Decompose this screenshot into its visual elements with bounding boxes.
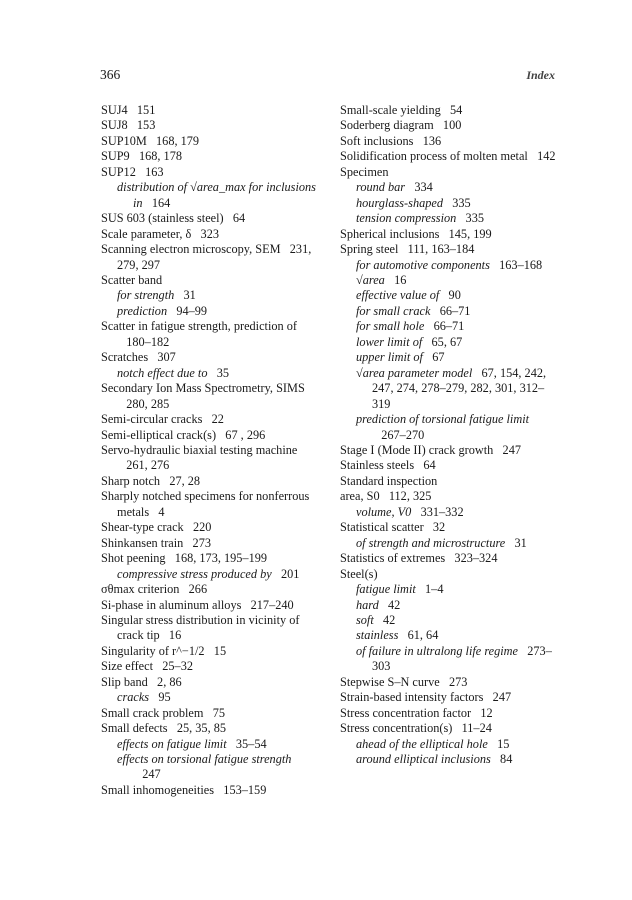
index-term: notch effect due to [117,365,208,380]
index-term: Shot peening [101,551,166,566]
index-term: Soderberg diagram [340,118,434,133]
index-pages: 90 [448,288,461,303]
index-pages: 61, 64 [407,628,439,643]
index-term: Soft inclusions [340,133,414,148]
index-entry [101,613,317,644]
index-term: prediction [117,303,168,318]
index-entry [340,149,558,164]
index-entry [101,443,317,474]
index-entry [340,134,558,149]
index-term: Strain-based intensity factors [340,690,484,705]
index-entry [101,412,317,427]
index-pages: 22 [211,412,224,427]
index-entry [340,335,558,350]
index-entry [340,489,558,504]
index-entry [101,783,317,798]
index-term: of strength and microstructure [356,535,506,550]
index-term: Small crack problem [101,705,204,720]
index-term: Steel(s) [340,566,378,581]
index-pages: 247 [502,442,521,457]
index-pages: 16 [168,628,182,643]
index-entry [101,706,317,721]
index-term: Singularity of r^−1/2 [101,643,205,658]
index-pages: 42 [383,612,396,627]
index-column-left [101,103,317,798]
index-term: Statistics of extremes [340,551,446,566]
index-pages: 273 [448,674,468,689]
index-pages: 280, 285 [126,396,170,411]
index-term: Shinkansen train [101,535,184,550]
index-pages: 35–54 [235,736,267,751]
index-entry [101,211,317,226]
index-entry [340,273,558,288]
index-pages: 163–168 [499,257,543,272]
index-term: lower limit of [356,334,423,349]
index-term: round bar [356,180,406,195]
index-term: around elliptical inclusions [356,752,491,767]
index-entry [101,319,317,350]
index-pages: 273 [192,535,211,550]
index-pages: 32 [432,520,446,535]
index-pages: 111, 163–184 [407,242,475,257]
index-entry [101,489,317,520]
index-term: for small hole [356,319,425,334]
index-term: Scanning electron microscopy, SEM [101,242,281,257]
index-entry [340,675,558,690]
index-term: for small crack [356,303,431,318]
index-pages: 334 [414,180,433,195]
index-term: Scale parameter, δ [101,226,192,241]
index-term: Spring steel [340,242,399,257]
index-pages: 323 [200,226,219,241]
index-term: Sharply notched specimens for nonferrous metals [101,489,310,519]
index-term: Stress concentration(s) [340,721,453,736]
index-term: Small inhomogeneities [101,782,215,797]
index-entry [340,350,558,365]
index-entry [340,536,558,551]
index-term: compressive stress produced by [117,566,272,581]
index-pages: 201 [280,566,300,581]
index-entry [340,304,558,319]
index-entry [101,165,317,180]
index-entry [101,180,317,211]
index-entry [101,567,317,582]
index-pages: 168, 179 [156,133,200,148]
index-entry [101,737,317,752]
index-term: volume, V0 [356,504,412,519]
index-term: effective value of [356,288,440,303]
index-pages: 64 [423,458,436,473]
index-entry [340,180,558,195]
index-entry [340,103,558,118]
index-term: σθmax criterion [101,582,180,597]
index-entry [101,675,317,690]
index-entry [101,304,317,319]
index-entry [340,551,558,566]
index-entry [340,644,558,675]
index-term: Specimen [340,164,389,179]
index-term: hard [356,597,379,612]
index-pages: 27, 28 [169,473,201,488]
index-pages: 65, 67 [431,334,463,349]
index-entry [340,288,558,303]
index-pages: 323–324 [454,551,498,566]
index-entry [101,644,317,659]
index-entry [340,366,558,412]
index-entry [340,258,558,273]
index-pages: 15 [213,643,227,658]
index-pages: 307 [157,350,176,365]
index-term: of failure in ultralong life regime [356,643,519,658]
index-entry [340,505,558,520]
index-pages: 163 [145,164,164,179]
index-entry [101,227,317,242]
index-term: for automotive components [356,257,490,272]
index-entry [340,319,558,334]
index-term: Stepwise S–N curve [340,674,440,689]
index-pages: 261, 276 [126,458,170,473]
index-entry [340,211,558,226]
index-entry [101,690,317,705]
index-term: Shear-type crack [101,520,184,535]
index-term: ahead of the elliptical hole [356,736,488,751]
index-pages: 142 [537,149,556,164]
index-term: Small defects [101,721,168,736]
index-entry [340,227,558,242]
index-term: Sharp notch [101,473,161,488]
index-pages: 16 [394,272,407,287]
index-pages: 66–71 [433,319,465,334]
index-entry [340,458,558,473]
index-term: tension compression [356,211,457,226]
index-entry [340,582,558,597]
index-term: SUP10M [101,133,147,148]
index-pages: 1–4 [425,582,444,597]
index-term: Singular stress distribution in vicinity of crack tip [101,612,300,643]
index-entry [340,165,558,180]
index-pages: 67, 154, 242, 247, 274, 278–279, 282, 301, 312–319 [372,365,547,411]
index-pages: 95 [158,690,171,705]
index-entry [340,598,558,613]
index-pages: 54 [449,103,463,117]
index-term: SUJ4 [101,103,128,117]
index-pages: 84 [500,752,513,767]
index-entry [340,242,558,257]
index-term: √area parameter model [356,365,473,380]
index-entry [101,520,317,535]
index-pages: 31 [514,535,527,550]
index-pages: 247 [492,690,512,705]
index-entry [340,567,558,582]
index-term: prediction of torsional fatigue limit [356,412,530,427]
index-pages: 151 [136,103,156,117]
index-entry [101,721,317,736]
index-term: Standard inspection [340,473,438,488]
index-term: cracks [117,690,150,705]
index-term: effects on torsional fatigue strength [117,752,292,767]
index-entry [340,196,558,211]
index-entry [101,474,317,489]
index-term: Secondary Ion Mass Spectrometry, SIMS [101,381,305,396]
index-entry [101,350,317,365]
index-term: Stage I (Mode II) crack growth [340,442,494,457]
index-pages: 2, 86 [157,674,182,689]
index-entry [101,288,317,303]
index-term: soft [356,612,374,627]
index-term: area, S0 [340,489,380,504]
index-column-right [340,103,558,767]
index-pages: 25, 35, 85 [176,721,227,736]
index-term: upper limit of [356,350,423,365]
index-entry [340,721,558,736]
index-term: Semi-elliptical crack(s) [101,427,217,442]
index-pages: 168, 173, 195–199 [174,551,268,566]
index-entry [101,598,317,613]
index-term: Scratches [101,350,149,365]
index-pages: 11–24 [461,721,492,736]
index-pages: 247 [142,767,161,782]
index-pages: 94–99 [176,303,208,318]
index-term: Statistical scatter [340,520,424,535]
index-term: Size effect [101,659,154,674]
index-pages: 164 [151,195,171,210]
index-entry [340,613,558,628]
index-term: √area [356,272,385,287]
index-pages: 112, 325 [388,489,432,504]
index-pages: 100 [442,118,462,133]
index-term: distribution of √area_max for inclusions in [117,180,316,210]
index-term: Servo-hydraulic biaxial testing machine [101,442,298,457]
index-pages: 153 [136,118,156,133]
index-entry [340,443,558,458]
index-pages: 4 [158,504,165,519]
index-pages: 136 [422,133,442,148]
page-number: 366 [100,67,121,82]
index-pages: 267–270 [381,427,425,442]
index-entry [101,149,317,164]
index-entry [340,412,558,443]
index-entry [340,628,558,643]
index-entry [340,690,558,705]
index-term: Semi-circular cracks [101,412,203,427]
index-pages: 217–240 [250,597,294,612]
index-pages: 42 [388,597,401,612]
index-entry [340,706,558,721]
index-entry [340,752,558,767]
index-entry [101,428,317,443]
index-term: Si-phase in aluminum alloys [101,597,242,612]
index-term: Scatter in fatigue strength, prediction of [101,319,298,334]
index-pages: 145, 199 [448,226,492,241]
index-pages: 335 [465,211,484,226]
index-term: for strength [117,288,175,303]
index-pages: 220 [192,520,212,535]
index-term: Spherical inclusions [340,226,440,241]
index-pages: 273–303 [372,643,552,674]
index-entry [101,134,317,149]
index-term: SUS 603 (stainless steel) [101,211,224,226]
index-entry [101,242,317,273]
index-pages: 12 [480,705,493,720]
index-entry [101,103,317,118]
index-entry [340,474,558,489]
index-entry [101,381,317,412]
index-term: Stainless steels [340,458,415,473]
index-pages: 180–182 [126,334,170,349]
index-entry [101,659,317,674]
index-pages: 153–159 [223,782,267,797]
index-pages: 35 [216,365,230,380]
index-entry [101,536,317,551]
index-pages: 67 [432,350,445,365]
index-entry [340,737,558,752]
index-pages: 67 , 296 [225,427,266,442]
index-entry [101,366,317,381]
index-term: stainless [356,628,399,643]
index-pages: 64 [232,211,246,226]
section-title: Index [526,68,555,82]
index-entry [340,118,558,133]
index-term: Slip band [101,674,148,689]
index-term: Solidification process of molten metal [340,149,528,164]
index-term: SUP9 [101,149,130,164]
index-pages: 231, 279, 297 [117,242,312,272]
index-pages: 331–332 [420,504,464,519]
index-pages: 66–71 [439,303,471,318]
index-term: SUP12 [101,164,136,179]
index-entry [101,118,317,133]
index-term: Stress concentration factor [340,705,472,720]
index-entry [101,582,317,597]
index-entry [101,273,317,288]
index-entry [340,520,558,535]
index-term: SUJ8 [101,118,128,133]
index-entry [101,551,317,566]
index-pages: 335 [452,195,471,210]
index-pages: 31 [183,288,196,303]
index-pages: 75 [212,705,225,720]
index-term: Scatter band [101,272,163,287]
index-entry [101,752,317,783]
index-term: fatigue limit [356,582,416,597]
index-pages: 15 [497,736,510,751]
index-term: Small-scale yielding [340,103,441,117]
index-pages: 168, 178 [138,149,182,164]
index-term: effects on fatigue limit [117,736,227,751]
index-pages: 25–32 [162,659,193,674]
index-term: hourglass-shaped [356,195,443,210]
index-pages: 266 [188,582,208,597]
